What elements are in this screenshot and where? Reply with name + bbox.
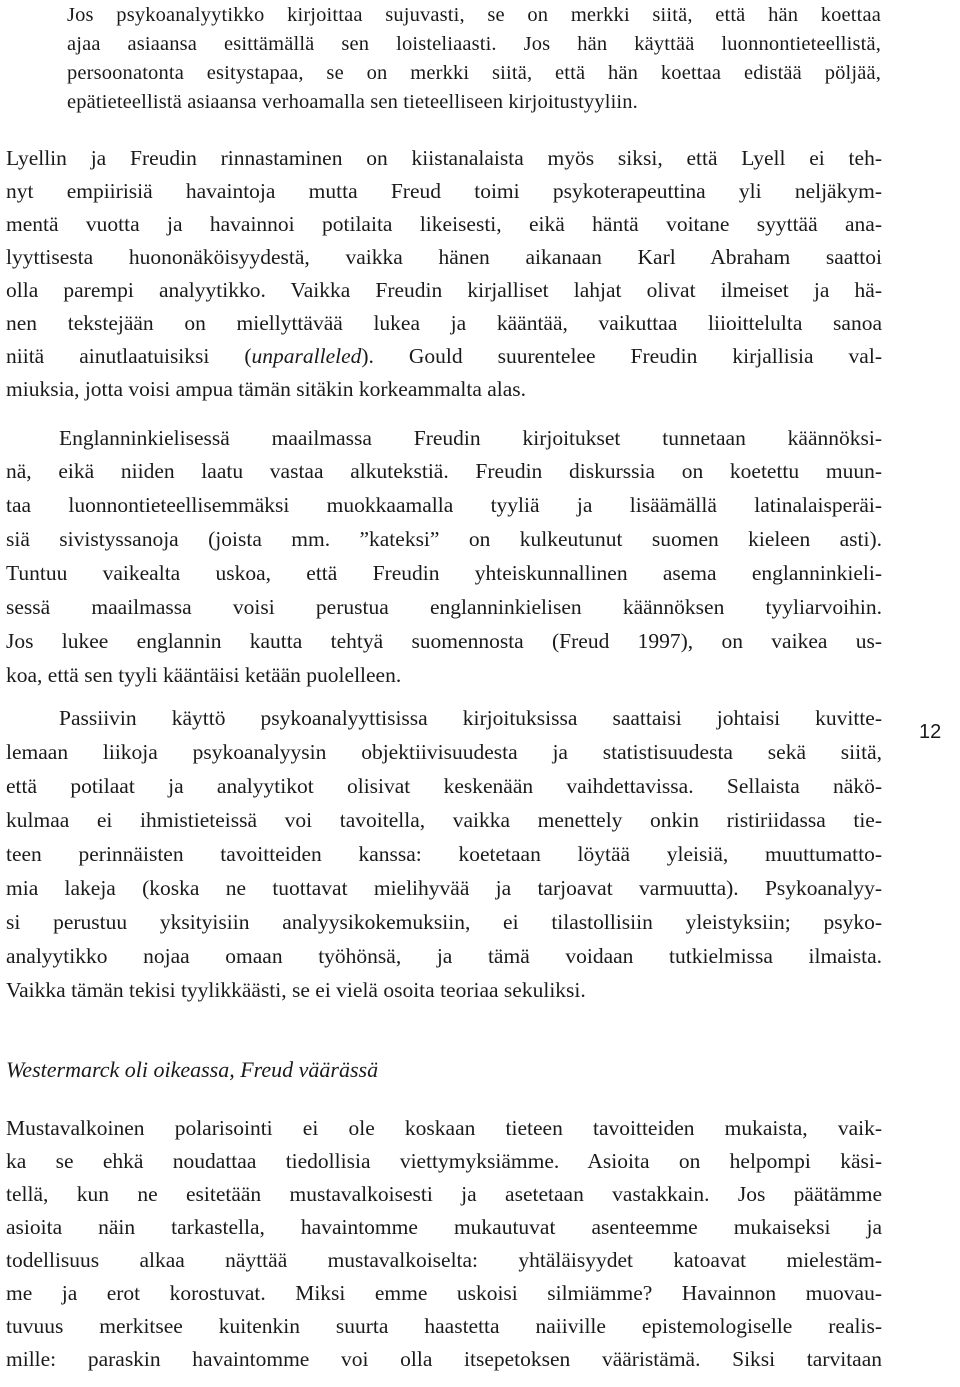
page-number: 12	[919, 721, 942, 743]
quote-line: Jos psykoanalyytikko kirjoittaa sujuvasti, se on merkki siitä, että hän koettaa	[67, 4, 881, 26]
text-line: si perustuu yksityisiin analyysikokemuksiin, ei tilastollisiin yleistyksiin; psyko-	[6, 910, 882, 934]
text-line: analyytikko nojaa omaan työhönsä, ja tämä voidaan tutkielmissa ilmaista.	[6, 944, 882, 968]
text-run: ). Gould suurentelee Freudin kirjallisia val-	[361, 344, 882, 368]
text-line: teen perinnäisten tavoitteiden kanssa: koetetaan löytää yleisiä, muuttumatto-	[6, 842, 882, 866]
text-line: mentä vuotta ja havainnoi potilaita likeisesti, eikä häntä voitane syyttää ana-	[6, 212, 882, 236]
italic-term: unparalleled	[251, 344, 362, 368]
text-line: tuvuus merkitsee kuitenkin suurta haastetta naiiville epistemologiselle realis-	[6, 1314, 882, 1338]
text-line: Lyellin ja Freudin rinnastaminen on kiistanalaista myös siksi, että Lyell ei teh-	[6, 146, 882, 170]
text-line: ka se ehkä noudattaa tiedollisia viettymyksiämme. Asioita on helpompi käsi-	[6, 1149, 882, 1173]
text-line: nen tekstejään on miellyttävää lukea ja kääntää, vaikuttaa liioittelulta sanoa	[6, 311, 882, 335]
text-run: niitä ainutlaatuisiksi (	[6, 344, 252, 368]
text-line: tellä, kun ne esitetään mustavalkoisesti ja asetetaan vastakkain. Jos päätämme	[6, 1182, 882, 1206]
text-line: mille: paraskin havaintomme voi olla itsepetoksen vääristämä. Siksi tarvitaan	[6, 1347, 882, 1371]
section-heading: Westermarck oli oikeassa, Freud väärässä	[6, 1057, 379, 1082]
text-line: siä sivistyssanoja (joista mm. ”kateksi” on kulkeutunut suomen kieleen asti).	[6, 527, 882, 551]
text-line: että potilaat ja analyytikot olisivat keskenään vaihdettavissa. Sellaista näkö-	[6, 774, 882, 798]
text-line: me ja erot korostuvat. Miksi emme uskoisi silmiämme? Havainnon muovau-	[6, 1281, 882, 1305]
text-line: miuksia, jotta voisi ampua tämän sitäkin korkeammalta alas.	[6, 377, 527, 401]
text-line: lemaan liikoja psykoanalyysin objektiivisuudesta ja statistisuudesta sekä siitä,	[6, 740, 882, 764]
quote-line: persoonatonta esitystapaa, se on merkki siitä, että hän koettaa edistää pöljää,	[67, 62, 881, 84]
text-line: Mustavalkoinen polarisointi ei ole koskaan tieteen tavoitteiden mukaista, vaik-	[6, 1116, 882, 1140]
text-line: nyt empiirisiä havaintoja mutta Freud toimi psykoterapeuttina yli neljäkym-	[6, 179, 882, 203]
text-line: lyyttisesta huononäköisyydestä, vaikka hänen aikanaan Karl Abraham saattoi	[6, 245, 882, 269]
text-line: asioita näin tarkastella, havaintomme mukautuvat asenteemme mukaiseksi ja	[6, 1215, 882, 1239]
text-line: Passiivin käyttö psykoanalyyttisissa kirjoituksissa saattaisi johtaisi kuvitte-	[59, 706, 882, 730]
text-line: kulmaa ei ihmistieteissä voi tavoitella, vaikka menettely onkin ristiriidassa tie-	[6, 808, 882, 832]
text-line: Englanninkielisessä maailmassa Freudin kirjoitukset tunnetaan käännöksi-	[59, 426, 882, 450]
text-line: nä, eikä niiden laatu vastaa alkutekstiä. Freudin diskurssia on koetettu muun-	[6, 459, 882, 483]
text-line: sessä maailmassa voisi perustua englanninkielisen käännöksen tyyliarvoihin.	[6, 595, 882, 619]
text-line	[6, 341, 882, 371]
quote-line: epätieteellistä asiaansa verhoamalla sen tieteelliseen kirjoitustyyliin.	[67, 91, 638, 113]
text-line: Tuntuu vaikealta uskoa, että Freudin yhteiskunnallinen asema englanninkieli-	[6, 561, 882, 585]
text-line: mia lakeja (koska ne tuottavat mielihyvää ja tarjoavat varmuutta). Psykoanalyy-	[6, 876, 882, 900]
text-line: koa, että sen tyyli kääntäisi ketään puolelleen.	[6, 663, 402, 687]
text-line: olla parempi analyytikko. Vaikka Freudin kirjalliset lahjat olivat ilmeiset ja hä-	[6, 278, 882, 302]
quote-line: ajaa asiaansa esittämällä sen loisteliaasti. Jos hän käyttää luonnontieteellistä,	[67, 33, 881, 55]
text-line: Jos lukee englannin kautta tehtyä suomennosta (Freud 1997), on vaikea us-	[6, 629, 882, 653]
text-line: Vaikka tämän tekisi tyylikkäästi, se ei vielä osoita teoriaa sekuliksi.	[6, 978, 586, 1002]
text-line: taa luonnontieteellisemmäksi muokkaamalla tyyliä ja lisäämällä latinalaisperäi-	[6, 493, 882, 517]
text-line: todellisuus alkaa näyttää mustavalkoiselta: yhtäläisyydet katoavat mielestäm-	[6, 1248, 882, 1272]
